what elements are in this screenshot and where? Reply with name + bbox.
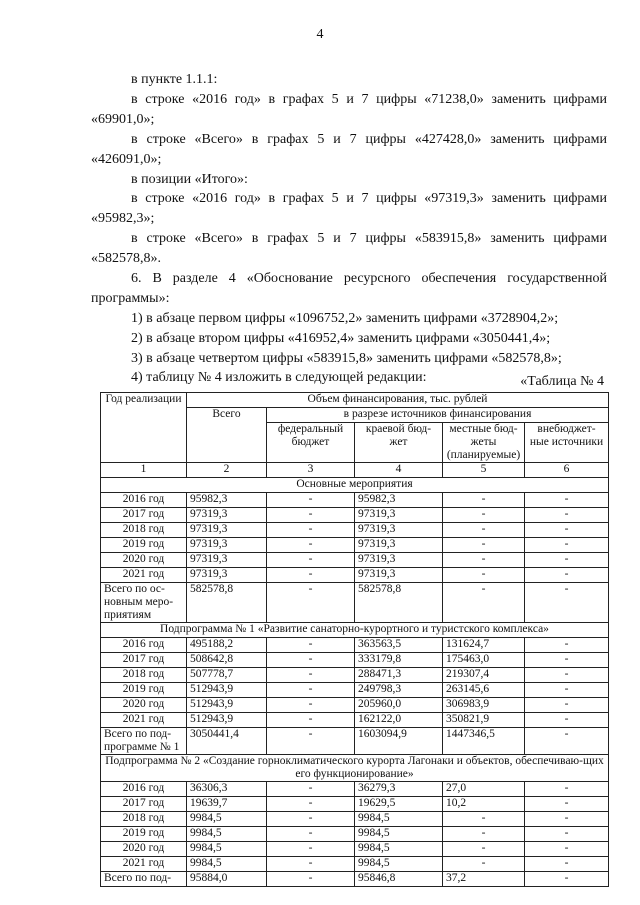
- row-label: 2020 год: [101, 842, 187, 857]
- row-label: 2016 год: [101, 638, 187, 653]
- table-cell: -: [443, 857, 525, 872]
- row-label: 2021 год: [101, 857, 187, 872]
- table-row: [101, 653, 609, 668]
- table-cell: -: [267, 812, 355, 827]
- table-cell: -: [267, 857, 355, 872]
- table-cell: -: [525, 842, 609, 857]
- table-cell: 9984,5: [355, 857, 443, 872]
- paragraph-line: в строке «2016 год» в графах 5 и 7 цифры «97319,3» заменить цифрами: [131, 191, 607, 206]
- table-cell: -: [443, 523, 525, 538]
- table-cell: -: [443, 553, 525, 568]
- table-row: [101, 713, 609, 728]
- table-cell: -: [267, 797, 355, 812]
- table-cell: -: [525, 583, 609, 623]
- list-item: 1) в абзаце первом цифры «1096752,2» заменить цифрами «3728904,2»;: [131, 311, 559, 326]
- header-total: Всего: [187, 408, 267, 463]
- table-row: [101, 553, 609, 568]
- table-cell: 9984,5: [187, 842, 267, 857]
- table-cell: 37,2: [443, 872, 525, 887]
- paragraph-line: программы»:: [91, 291, 170, 306]
- table-row: [101, 538, 609, 553]
- table-cell: 582578,8: [355, 583, 443, 623]
- row-label: 2018 год: [101, 668, 187, 683]
- row-label: Всего по под-программе № 1: [101, 728, 187, 755]
- table-cell: -: [443, 493, 525, 508]
- table-cell: 97319,3: [187, 538, 267, 553]
- table-cell: 97319,3: [187, 553, 267, 568]
- table-cell: 1447346,5: [443, 728, 525, 755]
- table-cell: -: [525, 872, 609, 887]
- table-cell: -: [525, 668, 609, 683]
- table-cell: 363563,5: [355, 638, 443, 653]
- table-cell: -: [443, 842, 525, 857]
- row-label: 2018 год: [101, 812, 187, 827]
- table-cell: -: [525, 553, 609, 568]
- header-regional: краевой бюд-жет: [355, 423, 443, 463]
- row-label: 2017 год: [101, 508, 187, 523]
- table-cell: -: [525, 653, 609, 668]
- table-cell: 27,0: [443, 782, 525, 797]
- table-cell: -: [525, 713, 609, 728]
- section-row: [101, 755, 609, 782]
- table-cell: 205960,0: [355, 698, 443, 713]
- table-row: [101, 683, 609, 698]
- table-cell: 131624,7: [443, 638, 525, 653]
- table-cell: 508642,8: [187, 653, 267, 668]
- table-cell: 333179,8: [355, 653, 443, 668]
- table-row: [101, 523, 609, 538]
- table-row: [101, 872, 609, 887]
- list-item: 2) в абзаце втором цифры «416952,4» заменить цифрами «3050441,4»;: [131, 331, 551, 346]
- paragraph-line: «426091,0»;: [91, 152, 162, 167]
- table-cell: -: [267, 842, 355, 857]
- table-cell: 263145,6: [443, 683, 525, 698]
- page-number: 4: [316, 27, 324, 42]
- table-cell: 9984,5: [187, 812, 267, 827]
- header-sources: в разрезе источников финансирования: [267, 408, 609, 423]
- col-number: 4: [355, 463, 443, 478]
- table-row: [101, 842, 609, 857]
- table-cell: 512943,9: [187, 713, 267, 728]
- table-cell: -: [525, 493, 609, 508]
- paragraph-line: в пункте 1.1.1:: [131, 72, 218, 87]
- section-title-subprogram-2: Подпрограмма № 2 «Создание горноклиматического курорта Лагонаки и объектов, обеспечиваю-щих его функционирование»: [101, 755, 609, 782]
- paragraph-line: в строке «Всего» в графах 5 и 7 цифры «583915,8» заменить цифрами: [131, 231, 607, 246]
- table-cell: 36279,3: [355, 782, 443, 797]
- table-cell: 9984,5: [187, 827, 267, 842]
- header-volume: Объем финансирования, тыс. рублей: [187, 393, 609, 408]
- paragraph-line: 6. В разделе 4 «Обоснование ресурсного обеспечения государственной: [131, 271, 607, 286]
- table-cell: 350821,9: [443, 713, 525, 728]
- table-cell: -: [525, 523, 609, 538]
- table-cell: 95982,3: [355, 493, 443, 508]
- paragraph-line: в строке «Всего» в графах 5 и 7 цифры «427428,0» заменить цифрами: [131, 132, 607, 147]
- table-cell: -: [267, 653, 355, 668]
- table-cell: 288471,3: [355, 668, 443, 683]
- row-label: 2020 год: [101, 553, 187, 568]
- table-cell: -: [267, 728, 355, 755]
- table-cell: 10,2: [443, 797, 525, 812]
- header-federal: федеральный бюджет: [267, 423, 355, 463]
- paragraph-line: в строке «2016 год» в графах 5 и 7 цифры «71238,0» заменить цифрами: [131, 92, 607, 107]
- table-cell: -: [267, 872, 355, 887]
- table-cell: -: [443, 538, 525, 553]
- table-row: [101, 827, 609, 842]
- table-cell: -: [443, 827, 525, 842]
- table-cell: -: [267, 782, 355, 797]
- table-cell: 97319,3: [187, 508, 267, 523]
- table-cell: 19639,7: [187, 797, 267, 812]
- table-row: [101, 583, 609, 623]
- table-row: [101, 668, 609, 683]
- financing-table: [100, 392, 609, 887]
- table-cell: 495188,2: [187, 638, 267, 653]
- table-cell: -: [267, 638, 355, 653]
- table-cell: 9984,5: [355, 842, 443, 857]
- table-cell: -: [443, 812, 525, 827]
- paragraph-line: «95982,3»;: [91, 211, 155, 226]
- col-number: 3: [267, 463, 355, 478]
- section-title-subprogram-1: Подпрограмма № 1 «Развитие санаторно-курортного и туристского комплекса»: [101, 623, 609, 638]
- table-cell: 507778,7: [187, 668, 267, 683]
- row-label: 2020 год: [101, 698, 187, 713]
- row-label: Всего по ос-новным меро-приятиям: [101, 583, 187, 623]
- table-cell: -: [267, 668, 355, 683]
- table-cell: -: [525, 728, 609, 755]
- table-cell: -: [267, 568, 355, 583]
- row-label: 2021 год: [101, 713, 187, 728]
- table-cell: -: [267, 698, 355, 713]
- table-cell: -: [525, 827, 609, 842]
- table-cell: -: [267, 553, 355, 568]
- row-label: 2019 год: [101, 538, 187, 553]
- table-cell: 97319,3: [187, 523, 267, 538]
- col-number: 1: [101, 463, 187, 478]
- table-cell: 162122,0: [355, 713, 443, 728]
- table-cell: 97319,3: [355, 508, 443, 523]
- table-row: [101, 508, 609, 523]
- table-cell: 95982,3: [187, 493, 267, 508]
- table-cell: -: [267, 683, 355, 698]
- table-cell: 19629,5: [355, 797, 443, 812]
- table-cell: -: [443, 568, 525, 583]
- section-row: [101, 478, 609, 493]
- table-cell: -: [525, 568, 609, 583]
- table-cell: -: [525, 812, 609, 827]
- table-cell: 95884,0: [187, 872, 267, 887]
- header-year: Год реализации: [101, 393, 187, 463]
- paragraph-line: «582578,8».: [91, 251, 161, 266]
- paragraph-line: «69901,0»;: [91, 112, 155, 127]
- table-row: [101, 857, 609, 872]
- row-label: 2019 год: [101, 827, 187, 842]
- table-cell: 175463,0: [443, 653, 525, 668]
- row-label: 2016 год: [101, 782, 187, 797]
- section-title-main-activities: Основные мероприятия: [101, 478, 609, 493]
- table-cell: 9984,5: [187, 857, 267, 872]
- table-cell: -: [267, 713, 355, 728]
- col-number: 5: [443, 463, 525, 478]
- table-cell: 512943,9: [187, 698, 267, 713]
- table-cell: 97319,3: [187, 568, 267, 583]
- table-cell: -: [525, 857, 609, 872]
- table-cell: -: [525, 782, 609, 797]
- row-label: 2021 год: [101, 568, 187, 583]
- row-label: 2016 год: [101, 493, 187, 508]
- table-row: [101, 728, 609, 755]
- table-cell: 97319,3: [355, 523, 443, 538]
- table-cell: -: [443, 508, 525, 523]
- table-row: [101, 782, 609, 797]
- row-label: 2017 год: [101, 797, 187, 812]
- table-row: [101, 638, 609, 653]
- table-cell: -: [267, 523, 355, 538]
- table-cell: 1603094,9: [355, 728, 443, 755]
- table-cell: -: [267, 827, 355, 842]
- table-cell: 9984,5: [355, 812, 443, 827]
- list-item: 4) таблицу № 4 изложить в следующей редакции:: [131, 370, 427, 385]
- table-cell: -: [267, 538, 355, 553]
- table-cell: 306983,9: [443, 698, 525, 713]
- table-cell: 582578,8: [187, 583, 267, 623]
- section-row: [101, 623, 609, 638]
- table-cell: -: [443, 583, 525, 623]
- table-cell: -: [525, 638, 609, 653]
- table-cell: -: [525, 683, 609, 698]
- row-label: Всего по под-: [101, 872, 187, 887]
- table-cell: 512943,9: [187, 683, 267, 698]
- row-label: 2019 год: [101, 683, 187, 698]
- table-cell: -: [267, 508, 355, 523]
- row-label: 2017 год: [101, 653, 187, 668]
- table-cell: 36306,3: [187, 782, 267, 797]
- table-cell: -: [525, 538, 609, 553]
- table-cell: -: [525, 508, 609, 523]
- table-cell: -: [525, 797, 609, 812]
- col-number: 2: [187, 463, 267, 478]
- table-cell: 9984,5: [355, 827, 443, 842]
- table-cell: 97319,3: [355, 568, 443, 583]
- table-caption: «Таблица № 4: [520, 374, 604, 389]
- list-item: 3) в абзаце четвертом цифры «583915,8» заменить цифрами «582578,8»;: [131, 351, 562, 366]
- header-local: местные бюд-жеты (планируемые): [443, 423, 525, 463]
- table-row: [101, 812, 609, 827]
- table-cell: 97319,3: [355, 538, 443, 553]
- table-cell: -: [267, 583, 355, 623]
- table-row: [101, 568, 609, 583]
- table-row: [101, 698, 609, 713]
- table-cell: 97319,3: [355, 553, 443, 568]
- header-extrabudget: внебюджет-ные источники: [525, 423, 609, 463]
- table-row: [101, 493, 609, 508]
- table-cell: 95846,8: [355, 872, 443, 887]
- row-label: 2018 год: [101, 523, 187, 538]
- table-cell: 219307,4: [443, 668, 525, 683]
- table-cell: -: [525, 698, 609, 713]
- table-row: [101, 797, 609, 812]
- col-number: 6: [525, 463, 609, 478]
- paragraph-line: в позиции «Итого»:: [131, 172, 248, 187]
- table-cell: 3050441,4: [187, 728, 267, 755]
- table-cell: -: [267, 493, 355, 508]
- table-cell: 249798,3: [355, 683, 443, 698]
